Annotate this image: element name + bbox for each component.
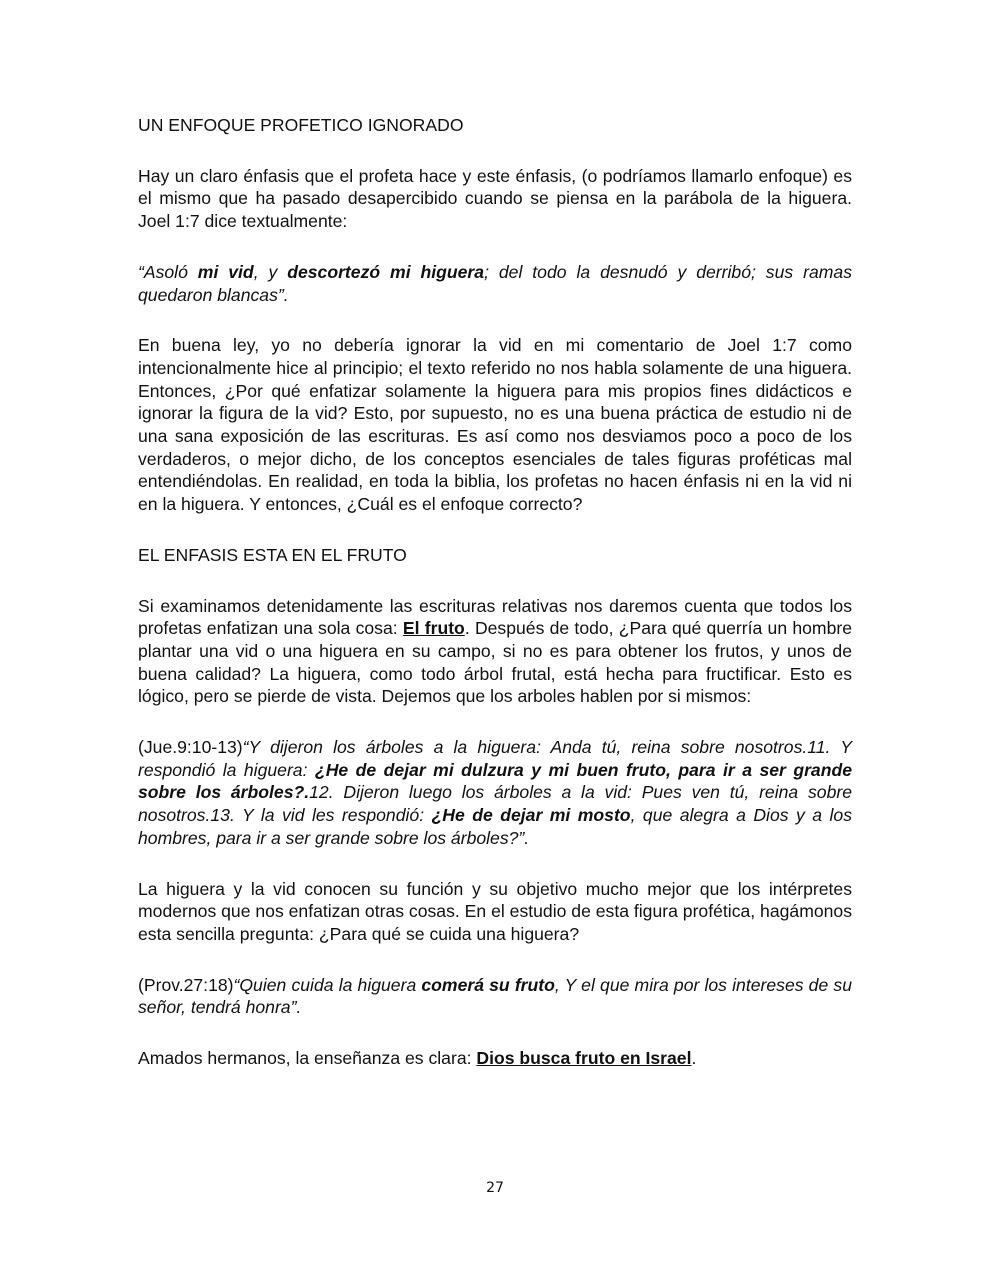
quote-text: “Y dijeron los árboles a la higuera: Anda tú, reina sobre nosotros.11. Y respondió la higuera: [138,737,852,780]
paragraph-text: Si examinamos detenidamente las escrituras relativas nos daremos cuenta que todos los profetas enfatizan una sola cosa: [138,595,852,639]
quote-proverbs [138,974,852,1019]
quote-text: , Y el que mira por los intereses de su señor, tendrá honra”. [138,974,852,1018]
paragraph-conclusion [138,1047,852,1070]
document-body [138,114,852,1098]
quote-text: 12. Dijeron luego los árboles a la vid: Pues ven tú, reina sobre nosotros.13. Y la vid les respondió: [138,782,852,826]
paragraph-function: La higuera y la vid conocen su función y su objetivo mucho mejor que los intérpretes modernos que nos enfatizan otras cosas. En el estudio de esta figura profética, hagámonos esta sencilla pregunta: ¿Para qué se cuida una higuera? [138,878,852,944]
quote-reference: (Prov.27:18) [138,974,234,995]
quote-text: “Asoló [138,261,198,282]
quote-text: ; del todo la desnudó y derribó; sus ramas quedaron blancas”. [138,261,852,305]
quote-emphasis: comerá su fruto [421,974,555,995]
paragraph-text: Amados hermanos, la enseñanza es clara: [138,1048,477,1069]
paragraph-intro: Hay un claro énfasis que el profeta hace y este énfasis, (o podríamos llamarlo enfoque) es el mismo que ha pasado desapercibido cuando se piensa en la parábola de la higuera. Joel 1:7 dice textualmente: [138,165,852,232]
quote-text: , que alegra a Dios y a los hombres, para ir a ser grande sobre los árboles?”. [138,805,853,848]
paragraph-fruit [138,595,852,709]
quote-emphasis: descortezó mi higuera [287,261,485,282]
paragraph-text: . [691,1048,697,1069]
quote-emphasis: mi vid [197,261,254,282]
emphasis-underlined: Dios busca fruto en Israel [476,1048,692,1069]
quote-judges [138,736,852,850]
quote-joel [138,261,852,306]
quote-emphasis: ¿He de dejar mi mosto [431,805,631,826]
paragraph-text: . Después de todo, ¿Para qué querría un hombre plantar una vid o una higuera en su campo, si no es para obtener los frutos, y unos de buena calidad? La higuera, como todo árbol frutal, está hecha para fructificar. Esto es lógico, pero se pierde de vista. Dejemos que los arboles hablen por si mismos: [138,618,852,707]
paragraph-commentary: En buena ley, yo no debería ignorar la vid en mi comentario de Joel 1:7 como intencionalmente hice al principio; el texto referido no nos habla solamente de una higuera. Entonces, ¿Por qué enfatizar solamente la higuera para mis propios fines didácticos e ignorar la figura de la vid? Esto, por supuesto, no es una buena práctica de estudio ni de una sana exposición de las escrituras. Es así como nos desviamos poco a poco de los verdaderos, o mejor dicho, de los conceptos esenciales de tales figuras proféticas mal entendiéndolas. En realidad, en toda la biblia, los profetas no hacen énfasis ni en la vid ni en la higuera. Y entonces, ¿Cuál es el enfoque correcto? [138,335,852,515]
emphasis-underlined: El fruto [402,618,465,639]
quote-reference: (Jue.9:10-13) [138,737,243,758]
section-heading: EL ENFASIS ESTA EN EL FRUTO [138,544,407,565]
quote-text: “Quien cuida la higuera [233,974,422,995]
page-number: 27 [486,1180,504,1196]
quote-emphasis: ¿He de dejar mi dulzura y mi buen fruto, para ir a ser grande sobre los árboles?. [138,759,852,803]
section-heading: UN ENFOQUE PROFETICO IGNORADO [138,115,464,135]
quote-text: , y [253,261,288,282]
